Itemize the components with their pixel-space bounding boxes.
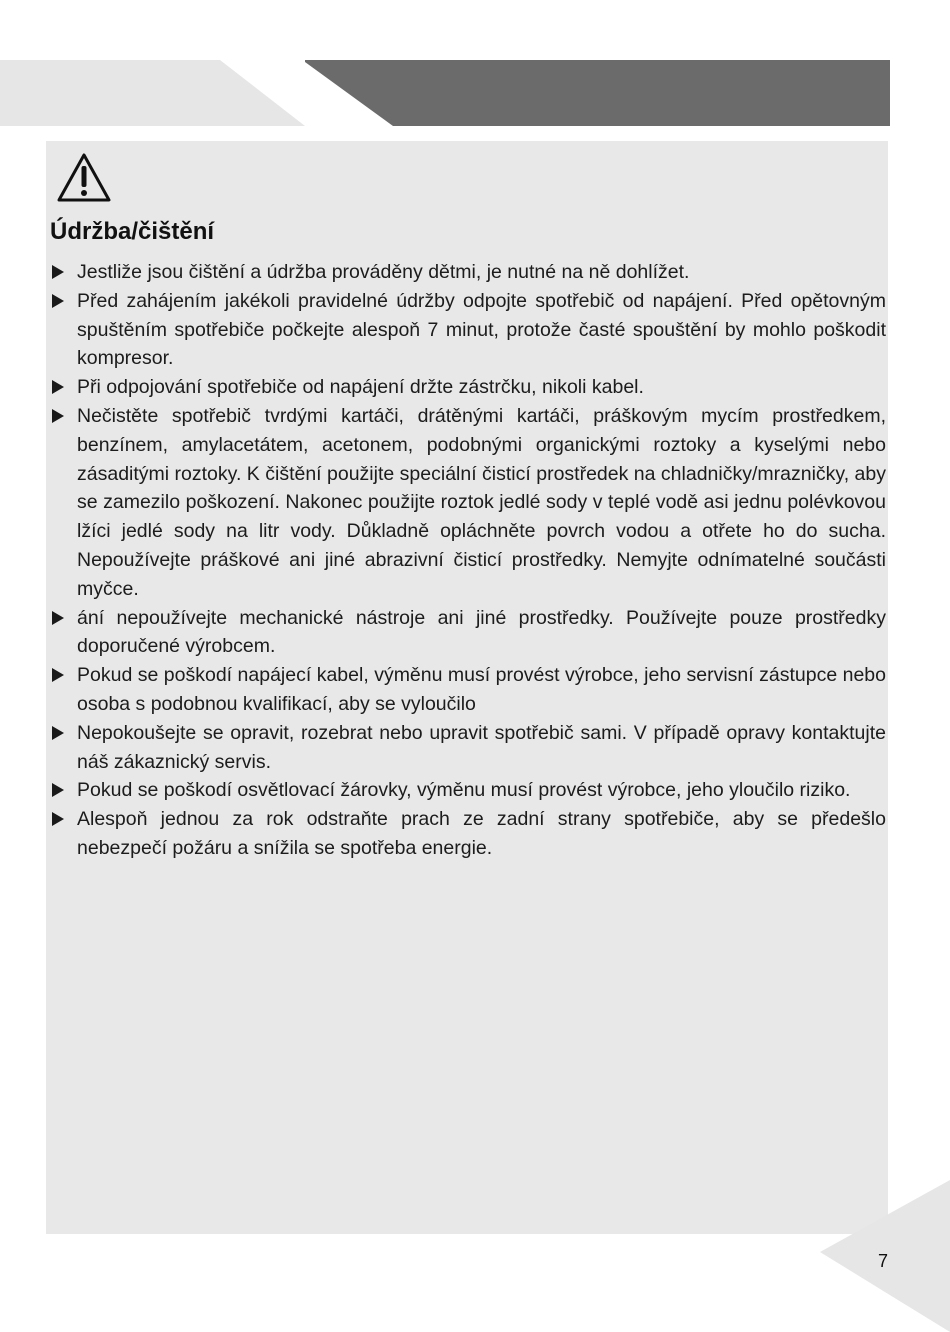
bullet-text: Jestliže jsou čištění a údržba prováděny dětmi, je nutné na ně dohlížet.	[77, 261, 690, 283]
bullet-arrow-icon	[52, 409, 64, 423]
bullet-arrow-icon	[52, 380, 64, 394]
section-title: Údržba/čištění	[50, 218, 215, 245]
bullet-text: ání nepoužívejte mechanické nástroje ani jiné prostředky. Používejte pouze prostředky doporučené výrobcem.	[77, 606, 886, 658]
list-item	[52, 287, 886, 373]
bullet-text: Pokud se poškodí osvětlovací žárovky, výměnu musí provést výrobce, jeho yloučilo riziko.	[77, 779, 851, 802]
list-item	[52, 258, 886, 287]
bullet-text: Při odpojování spotřebiče od napájení držte zástrčku, nikoli kabel.	[77, 376, 644, 399]
bullet-arrow-icon	[52, 611, 64, 625]
list-item	[52, 402, 886, 604]
bullet-arrow-icon	[52, 668, 64, 682]
page-number: 7	[878, 1251, 889, 1271]
bullet-arrow-icon	[52, 812, 64, 826]
warning-triangle-icon	[56, 152, 112, 204]
bullet-text: Před zahájením jakékoli pravidelné údržby odpojte spotřebič od napájení. Před opětovným spuštěním spotřebiče počkejte alespoň 7 minut, protože časté spouštění by mohlo poškodit kompresor.	[77, 289, 886, 370]
list-item	[52, 661, 886, 719]
bullet-text: Nepokoušejte se opravit, rozebrat nebo upravit spotřebič sami. V případě opravy kontaktujte náš zákaznický servis.	[77, 721, 886, 773]
bullet-arrow-icon	[52, 726, 64, 740]
list-item	[52, 805, 886, 863]
bullet-arrow-icon	[52, 294, 64, 308]
bullet-arrow-icon	[52, 265, 64, 279]
header-banner-light	[0, 60, 305, 126]
header-banner-dark	[305, 60, 890, 126]
maintenance-bullet-list	[52, 258, 886, 863]
bullet-text: Nečistěte spotřebič tvrdými kartáči, drátěnými kartáči, práškovým mycím prostředkem, benzínem, amylacetátem, acetonem, podobnými organickými roztoky a kyselými nebo zásaditými roztoky. K čištění použijte speciální čisticí prostředek na chladničky/mrazničky, aby se zamezilo poškození. Nakonec použijte roztok jedlé sody v teplé vodě asi jednu polévkovou lžíci jedlé sody na litr vody. Důkladně opláchněte povrch vodou a otřete ho do sucha. Nepoužívejte práškové ani jiné abrazivní čisticí prostředky. Nemyjte odnímatelné součásti myčce.	[77, 404, 886, 600]
list-item	[52, 373, 886, 402]
list-item	[52, 604, 886, 662]
bullet-arrow-icon	[52, 783, 64, 797]
list-item	[52, 719, 886, 777]
bullet-text: Alespoň jednou za rok odstraňte prach ze zadní strany spotřebiče, aby se předešlo nebezpečí požáru a snížila se spotřeba energie.	[77, 808, 886, 859]
list-item	[52, 776, 886, 805]
bullet-text: Pokud se poškodí napájecí kabel, výměnu musí provést výrobce, jeho servisní zástupce nebo osoba s podobnou kvalifikací, aby se vyloučilo	[77, 664, 886, 715]
